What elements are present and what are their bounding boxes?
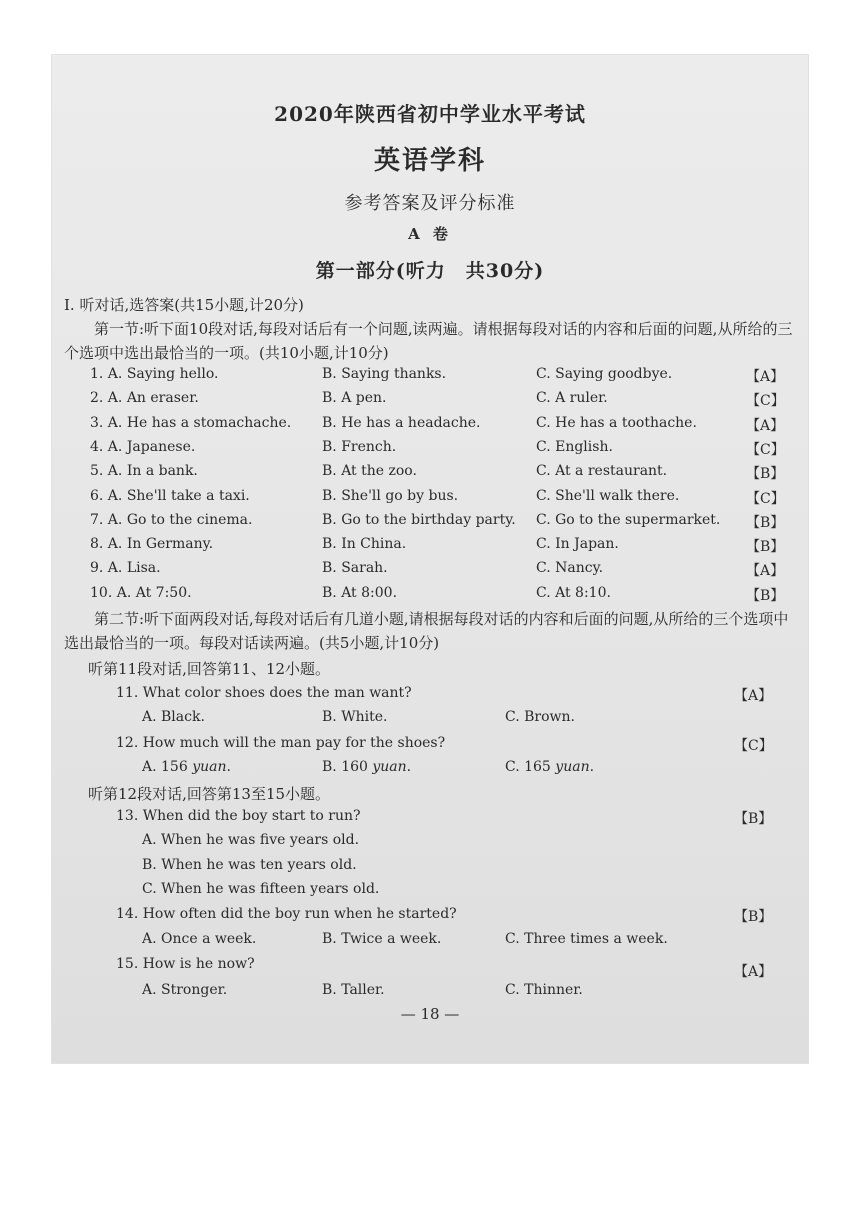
question-3-option-a: 3. A. He has a stomachache. [90,414,292,431]
question-row [90,560,790,582]
question-14-stem: 14. How often did the boy run when he started? [116,906,457,922]
question-8-option-a: 8. A. In Germany. [90,536,214,553]
question-14-answer: 【B】 [734,909,773,925]
question-6-option-a: 6. A. She'll take a taxi. [90,487,250,504]
question-7-option-b: B. Go to the birthday party. [322,511,516,528]
question-row [90,366,790,388]
dialog11-note: 听第11段对话,回答第11、12小题。 [88,660,331,678]
question-10-option-c: C. At 8:10. [536,584,611,601]
part2-instruction: 第二节:听下面两段对话,每段对话后有几道小题,请根据每段对话的内容和后面的问题,从所给的三个选项中选出最恰当的一项。每段对话读两遍。(共5小题,计10分) [64,610,789,652]
question-13-option-b: B. When he was ten years old. [142,857,357,873]
dialog12-note: 听第12段对话,回答第13至15小题。 [88,785,331,803]
question-14-option-b: B. Twice a week. [322,931,442,947]
question-12-option-b: B. 160 yuan. [322,759,412,775]
question-5-option-b: B. At the zoo. [322,463,417,480]
exam-title: 2020年陕西省初中学业水平考试 [274,102,586,126]
section-heading: Ⅰ. 听对话,选答案(共15小题,计20分) [64,296,304,314]
question-1-option-a: 1. A. Saying hello. [90,366,219,382]
question-7-option-a: 7. A. Go to the cinema. [90,511,253,528]
question-2-option-b: B. A pen. [322,390,387,407]
question-7-option-c: C. Go to the supermarket. [536,511,721,528]
question-5-option-a: 5. A. In a bank. [90,463,198,480]
question-11-stem: 11. What color shoes does the man want? [116,685,412,701]
question-6-answer: 【C】 [746,490,785,507]
question-12-stem: 12. How much will the man pay for the shoes? [116,735,446,751]
question-8-option-b: B. In China. [322,536,407,553]
question-15-option-b: B. Taller. [322,982,385,998]
question-row [90,439,790,461]
question-14-option-c: C. Three times a week. [505,931,668,947]
question-8-answer: 【B】 [746,539,785,556]
question-5-answer: 【B】 [746,466,785,483]
question-12-option-c: C. 165 yuan. [505,759,595,775]
volume-label: A 卷 [408,225,452,243]
question-11-answer: 【A】 [734,688,773,704]
question-4-answer: 【C】 [746,441,785,458]
question-9-option-c: C. Nancy. [536,560,604,577]
question-3-answer: 【A】 [746,417,785,434]
question-row [90,512,790,534]
question-13-answer: 【B】 [734,811,773,827]
part-heading: 第一部分(听力 共30分) [315,260,545,282]
question-11-option-c: C. Brown. [505,709,575,725]
question-14-option-a: A. Once a week. [142,931,257,947]
question-12-option-a: A. 156 yuan. [142,759,231,775]
question-1-answer: 【A】 [746,369,785,385]
question-4-option-c: C. English. [536,438,613,455]
part1-instruction: 第一节:听下面10段对话,每段对话后有一个问题,读两遍。请根据每段对话的内容和后面的问题,从所给的三个选项中选出最恰当的一项。(共10小题,计10分) [64,320,793,362]
question-15-answer: 【A】 [734,964,773,980]
question-9-option-b: B. Sarah. [322,560,388,577]
question-row [90,488,790,510]
question-9-option-a: 9. A. Lisa. [90,560,161,577]
question-2-option-c: C. A ruler. [536,390,608,407]
question-13-option-a: A. When he was five years old. [142,832,360,848]
question-12-answer: 【C】 [734,738,773,754]
question-row [90,536,790,558]
question-15-option-a: A. Stronger. [142,982,228,998]
question-5-option-c: C. At a restaurant. [536,463,668,480]
scanned-page [52,55,808,1063]
question-4-option-a: 4. A. Japanese. [90,438,196,455]
question-row [90,585,790,607]
subject-title: 英语学科 [373,146,486,176]
question-2-answer: 【C】 [746,393,785,410]
question-1-option-b: B. Saying thanks. [322,366,447,382]
question-row [90,463,790,485]
question-6-option-b: B. She'll go by bus. [322,487,459,504]
question-11-option-b: B. White. [322,709,388,725]
question-6-option-c: C. She'll walk there. [536,487,680,504]
question-3-option-b: B. He has a headache. [322,414,481,431]
question-15-option-c: C. Thinner. [505,982,583,998]
question-13-option-c: C. When he was fifteen years old. [142,881,380,897]
question-row [90,415,790,437]
answer-key-subtitle: 参考答案及评分标准 [344,193,516,214]
question-row [90,390,790,412]
question-10-option-b: B. At 8:00. [322,584,398,601]
page-number: — 18 — [400,1005,460,1023]
question-3-option-c: C. He has a toothache. [536,414,697,431]
question-7-answer: 【B】 [746,514,785,531]
question-2-option-a: 2. A. An eraser. [90,390,199,407]
question-8-option-c: C. In Japan. [536,536,619,553]
question-13-stem: 13. When did the boy start to run? [116,808,361,824]
question-9-answer: 【A】 [746,563,785,580]
question-4-option-b: B. French. [322,438,397,455]
question-1-option-c: C. Saying goodbye. [536,366,673,382]
question-11-option-a: A. Black. [142,709,205,725]
question-10-option-a: 10. A. At 7:50. [90,584,192,601]
question-10-answer: 【B】 [746,587,785,604]
question-15-stem: 15. How is he now? [116,956,255,972]
